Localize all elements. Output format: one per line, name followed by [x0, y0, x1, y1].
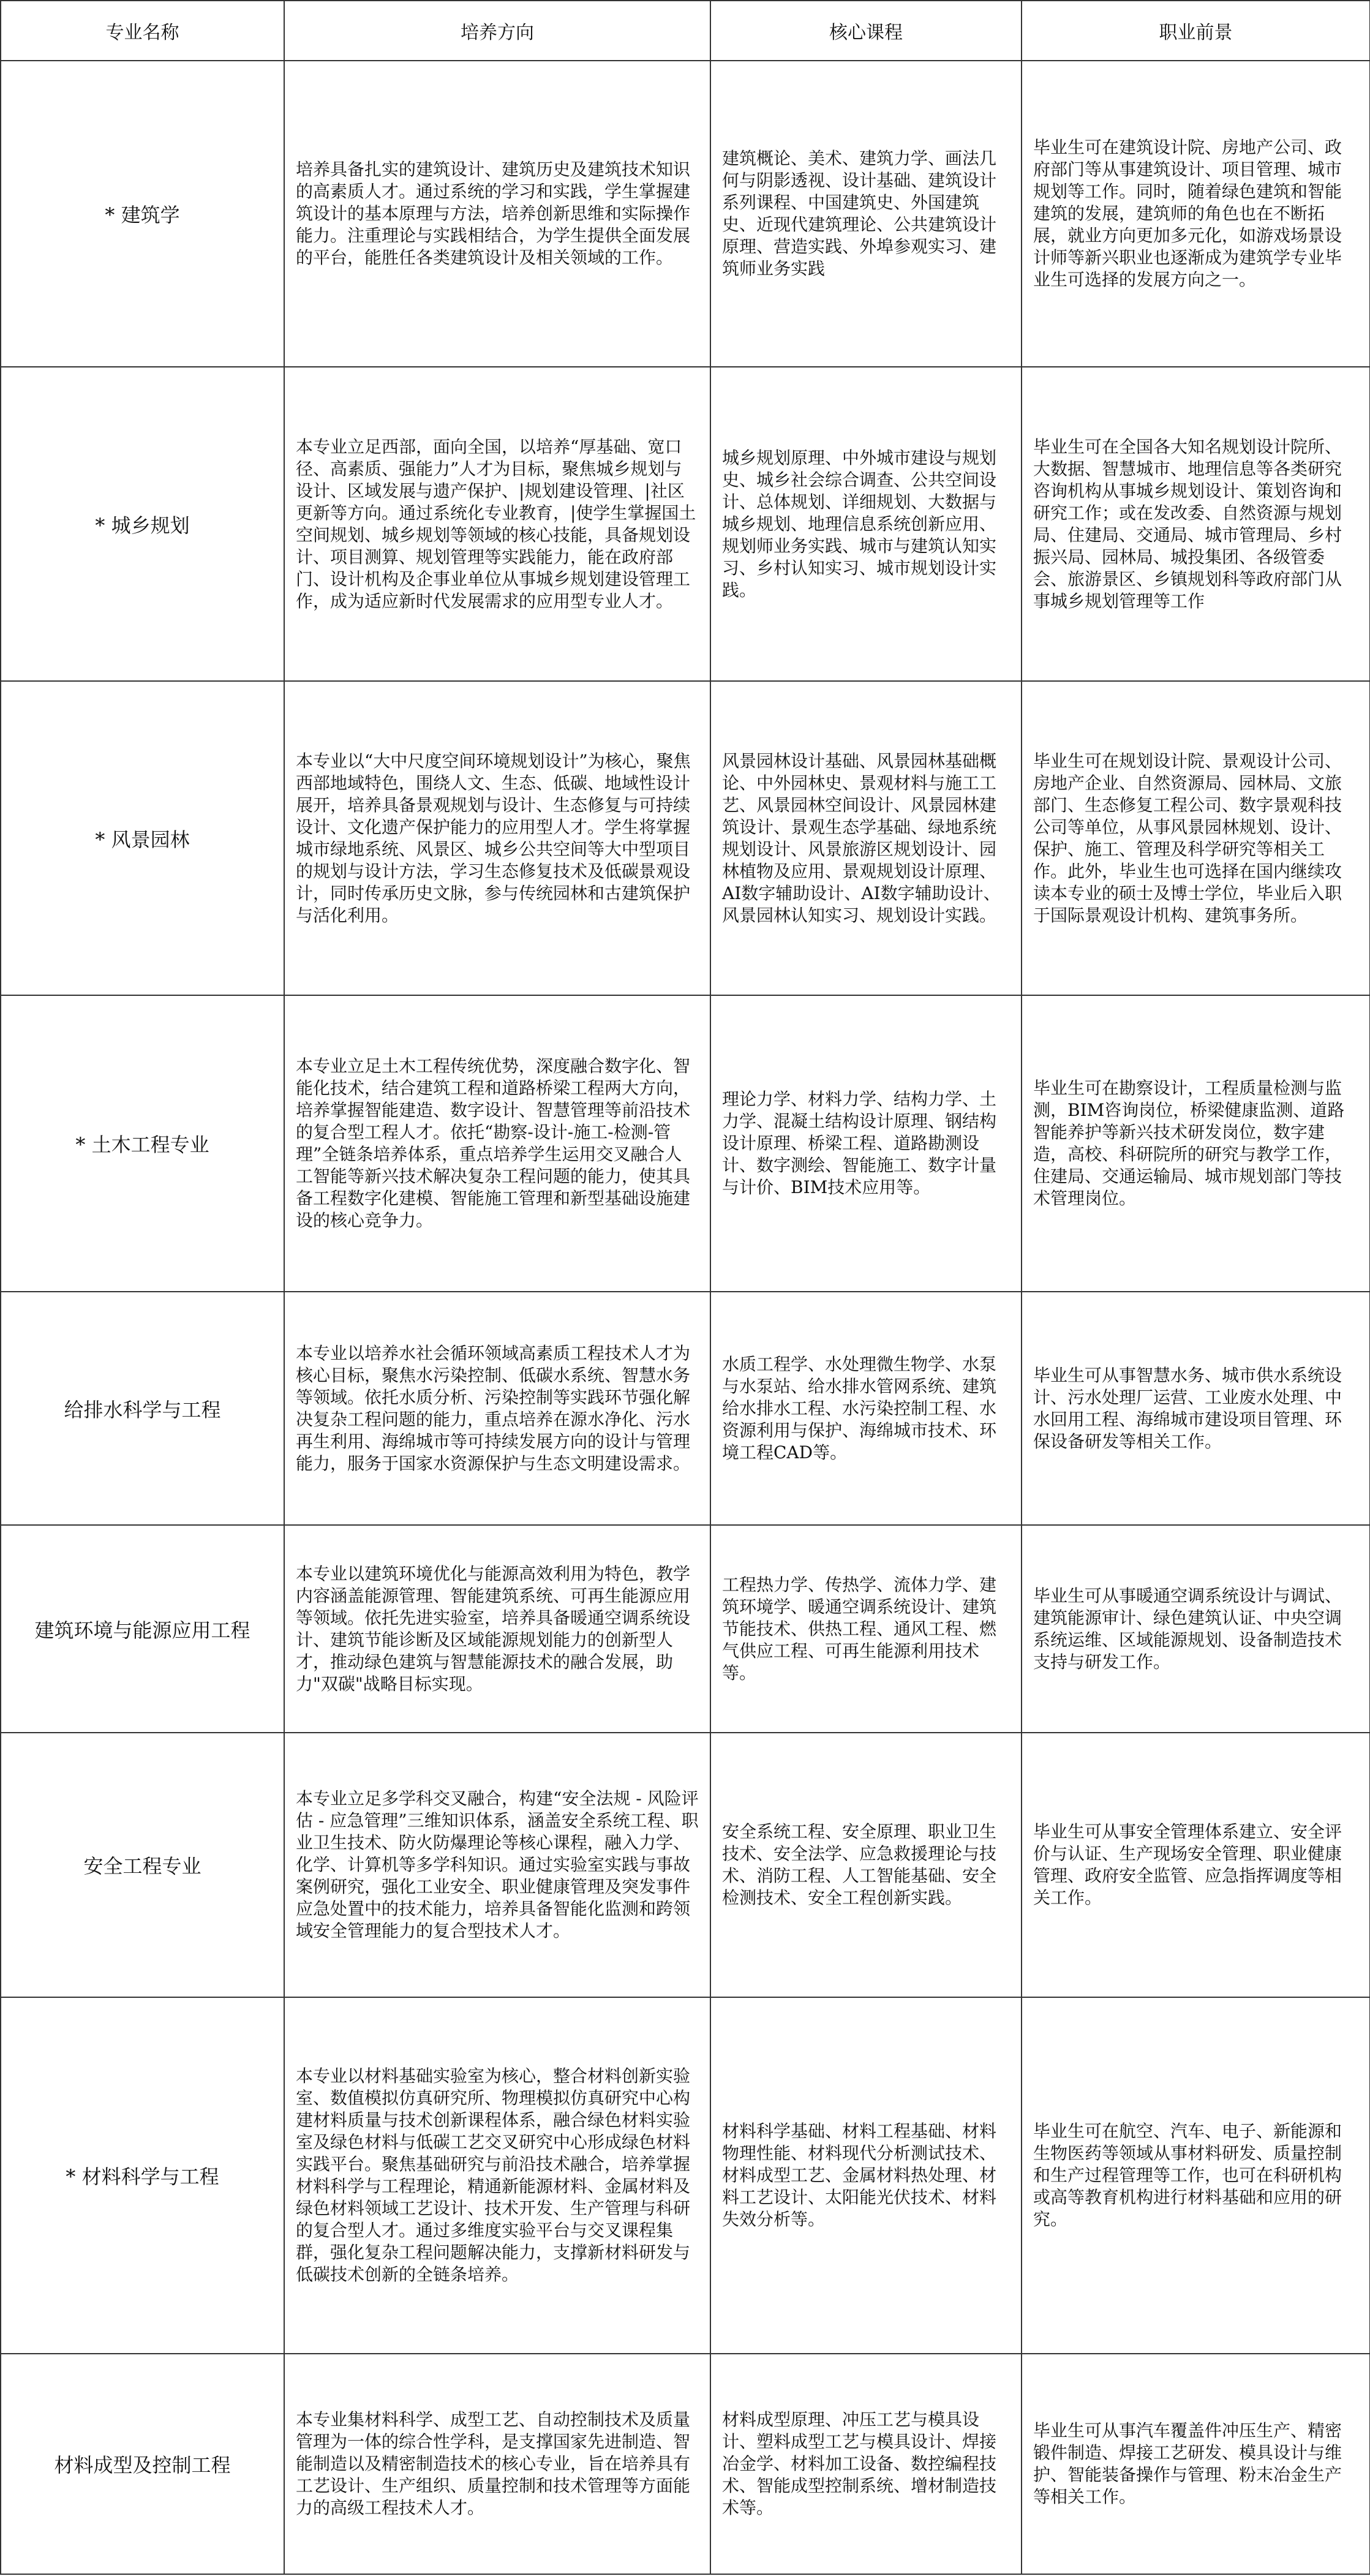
training-direction: 本专业以“大中尺度空间环境规划设计”为核心，聚焦西部地域特色，围绕人文、生态、低碳、地域性设计展开，培养具备景观规划与设计、生态修复与可持续设计、文化遗产保护能力的应用型人才。学生将掌握城市绿地系统、风景区、城乡公共空间等大中型项目的规划与设计方法，学习生态修复技术及低碳景观设计，同时传承历史文脉，参与传统园林和古建筑保护与活化利用。: [284, 681, 710, 995]
header-courses: 核心课程: [710, 1, 1022, 61]
header-major: 专业名称: [1, 1, 284, 61]
major-name: 建筑环境与能源应用工程: [1, 1525, 284, 1733]
career-prospects: 毕业生可从事汽车覆盖件冲压生产、精密锻件制造、焊接工艺研发、模具设计与维护、智能装备操作与管理、粉末冶金生产等相关工作。: [1022, 2354, 1370, 2574]
training-direction: 本专业以建筑环境优化与能源高效利用为特色，教学内容涵盖能源管理、智能建筑系统、可再生能源应用等领域。依托先进实验室，培养具备暖通空调系统设计、建筑节能诊断及区域能源规划能力的创新型人才，推动绿色建筑与智慧能源技术的融合发展，助力"双碳"战略目标实现。: [284, 1525, 710, 1733]
major-name: 材料成型及控制工程: [1, 2354, 284, 2574]
training-direction: 培养具备扎实的建筑设计、建筑历史及建筑技术知识的高素质人才。通过系统的学习和实践，学生掌握建筑设计的基本原理与方法，培养创新思维和实际操作能力。注重理论与实践相结合，为学生提供全面发展的平台，能胜任各类建筑设计及相关领域的工作。: [284, 61, 710, 367]
core-courses: 材料科学基础、材料工程基础、材料物理性能、材料现代分析测试技术、材料成型工艺、金属材料热处理、材料工艺设计、太阳能光伏技术、材料失效分析等。: [710, 1997, 1022, 2354]
career-prospects: 毕业生可在航空、汽车、电子、新能源和生物医药等领域从事材料研发、质量控制和生产过程管理等工作，也可在科研机构或高等教育机构进行材料基础和应用的研究。: [1022, 1997, 1370, 2354]
major-name: * 风景园林: [1, 681, 284, 995]
core-courses: 工程热力学、传热学、流体力学、建筑环境学、暖通空调系统设计、建筑节能技术、供热工程、通风工程、燃气供应工程、可再生能源利用技术等。: [710, 1525, 1022, 1733]
core-courses: 水质工程学、水处理微生物学、水泵与水泵站、给水排水管网系统、建筑给水排水工程、水污染控制工程、水资源利用与保护、海绵城市技术、环境工程CAD等。: [710, 1292, 1022, 1525]
career-prospects: 毕业生可在勘察设计，工程质量检测与监测，BIM咨询岗位，桥梁健康监测、道路智能养护等新兴技术研发岗位，数字建造，高校、科研院所的研究与教学工作，住建局、交通运输局、城市规划部门等技术管理岗位。: [1022, 995, 1370, 1292]
table-row: [1, 1292, 1370, 1525]
major-name: 给排水科学与工程: [1, 1292, 284, 1525]
major-name: * 土木工程专业: [1, 995, 284, 1292]
core-courses: 风景园林设计基础、风景园林基础概论、中外园林史、景观材料与施工工艺、风景园林空间设计、风景园林建筑设计、景观生态学基础、绿地系统规划设计、风景旅游区规划设计、园林植物及应用、景观规划设计原理、AI数字辅助设计、AI数字辅助设计、风景园林认知实习、规划设计实践。: [710, 681, 1022, 995]
training-direction: 本专业集材料科学、成型工艺、自动控制技术及质量管理为一体的综合性学科，是支撑国家先进制造、智能制造以及精密制造技术的核心专业，旨在培养具有工艺设计、生产组织、质量控制和技术管理等方面能力的高级工程技术人才。: [284, 2354, 710, 2574]
table-row: [1, 2354, 1370, 2574]
table-row: [1, 1525, 1370, 1733]
core-courses: 理论力学、材料力学、结构力学、土力学、混凝土结构设计原理、钢结构设计原理、桥梁工程、道路勘测设计、数字测绘、智能施工、数字计量与计价、BIM技术应用等。: [710, 995, 1022, 1292]
core-courses: 安全系统工程、安全原理、职业卫生技术、安全法学、应急救援理论与技术、消防工程、人工智能基础、安全检测技术、安全工程创新实践。: [710, 1733, 1022, 1997]
training-direction: 本专业以培养水社会循环领域高素质工程技术人才为核心目标，聚焦水污染控制、低碳水系统、智慧水务等领域。依托水质分析、污染控制等实践环节强化解决复杂工程问题的能力，重点培养在源水净化、污水再生利用、海绵城市等可持续发展方向的设计与管理能力，服务于国家水资源保护与生态文明建设需求。: [284, 1292, 710, 1525]
table-row: [1, 61, 1370, 367]
major-name: 安全工程专业: [1, 1733, 284, 1997]
table-row: [1, 367, 1370, 681]
training-direction: 本专业立足西部，面向全国，以培养“厚基础、宽口径、高素质、强能力”人才为目标，聚焦城乡规划与设计、区域发展与遗产保护、|规划建设管理、|社区更新等方向。通过系统化专业教育，|使学生掌握国土空间规划、城乡规划等领域的核心技能，具备规划设计、项目测算、规划管理等实践能力，能在政府部门、设计机构及企事业单位从事城乡规划建设管理工作，成为适应新时代发展需求的应用型专业人才。: [284, 367, 710, 681]
career-prospects: 毕业生可在建筑设计院、房地产公司、政府部门等从事建筑设计、项目管理、城市规划等工作。同时，随着绿色建筑和智能建筑的发展，建筑师的角色也在不断拓展，就业方向更加多元化，如游戏场景设计师等新兴职业也逐渐成为建筑学专业毕业生可选择的发展方向之一。: [1022, 61, 1370, 367]
training-direction: 本专业立足土木工程传统优势，深度融合数字化、智能化技术，结合建筑工程和道路桥梁工程两大方向，培养掌握智能建造、数字设计、智慧管理等前沿技术的复合型工程人才。依托“勘察-设计-施工-检测-管理”全链条培养体系，重点培养学生运用交叉融合人工智能等新兴技术解决复杂工程问题的能力，使其具备工程数字化建模、智能施工管理和新型基础设施建设的核心竞争力。: [284, 995, 710, 1292]
table-row: [1, 1733, 1370, 1997]
table-row: [1, 1997, 1370, 2354]
career-prospects: 毕业生可从事智慧水务、城市供水系统设计、污水处理厂运营、工业废水处理、中水回用工程、海绵城市建设项目管理、环保设备研发等相关工作。: [1022, 1292, 1370, 1525]
core-courses: 材料成型原理、冲压工艺与模具设计、塑料成型工艺与模具设计、焊接冶金学、材料加工设备、数控编程技术、智能成型控制系统、增材制造技术等。: [710, 2354, 1022, 2574]
training-direction: 本专业立足多学科交叉融合，构建“安全法规 - 风险评估 - 应急管理”三维知识体系，涵盖安全系统工程、职业卫生技术、防火防爆理论等核心课程，融入力学、化学、计算机等多学科知识。通过实验室实践与事故案例研究，强化工业安全、职业健康管理及突发事件应急处置中的技术能力，培养具备智能化监测和跨领域安全管理能力的复合型技术人才。: [284, 1733, 710, 1997]
career-prospects: 毕业生可在全国各大知名规划设计院所、大数据、智慧城市、地理信息等各类研究咨询机构从事城乡规划设计、策划咨询和研究工作；或在发改委、自然资源与规划局、住建局、交通局、城市管理局、乡村振兴局、园林局、城投集团、各级管委会、旅游景区、乡镇规划科等政府部门从事城乡规划管理等工作: [1022, 367, 1370, 681]
header-direction: 培养方向: [284, 1, 710, 61]
header-row: [1, 1, 1370, 61]
major-name: * 材料科学与工程: [1, 1997, 284, 2354]
career-prospects: 毕业生可从事安全管理体系建立、安全评价与认证、生产现场安全管理、职业健康管理、政府安全监管、应急指挥调度等相关工作。: [1022, 1733, 1370, 1997]
career-prospects: 毕业生可在规划设计院、景观设计公司、房地产企业、自然资源局、园林局、文旅部门、生态修复工程公司、数字景观科技公司等单位，从事风景园林规划、设计、保护、施工、管理及科学研究等相关工作。此外，毕业生也可选择在国内继续攻读本专业的硕士及博士学位，毕业后入职于国际景观设计机构、建筑事务所。: [1022, 681, 1370, 995]
core-courses: 建筑概论、美术、建筑力学、画法几何与阴影透视、设计基础、建筑设计系列课程、中国建筑史、外国建筑史、近现代建筑理论、公共建筑设计原理、营造实践、外埠参观实习、建筑师业务实践: [710, 61, 1022, 367]
career-prospects: 毕业生可从事暖通空调系统设计与调试、建筑能源审计、绿色建筑认证、中央空调系统运维、区域能源规划、设备制造技术支持与研发工作。: [1022, 1525, 1370, 1733]
header-career: 职业前景: [1022, 1, 1370, 61]
major-name: * 城乡规划: [1, 367, 284, 681]
major-name: * 建筑学: [1, 61, 284, 367]
core-courses: 城乡规划原理、中外城市建设与规划史、城乡社会综合调查、公共空间设计、总体规划、详细规划、大数据与城乡规划、地理信息系统创新应用、规划师业务实践、城市与建筑认知实习、乡村认知实习、城市规划设计实践。: [710, 367, 1022, 681]
table-row: [1, 995, 1370, 1292]
training-direction: 本专业以材料基础实验室为核心，整合材料创新实验室、数值模拟仿真研究所、物理模拟仿真研究中心构建材料质量与技术创新课程体系，融合绿色材料实验室及绿色材料与低碳工艺交叉研究中心形成绿色材料实践平台。聚焦基础研究与前沿技术融合，培养掌握材料科学与工程理论，精通新能源材料、金属材料及绿色材料领域工艺设计、技术开发、生产管理与科研的复合型人才。通过多维度实验平台与交叉课程集群，强化复杂工程问题解决能力，支撑新材料研发与低碳技术创新的全链条培养。: [284, 1997, 710, 2354]
table-row: [1, 681, 1370, 995]
